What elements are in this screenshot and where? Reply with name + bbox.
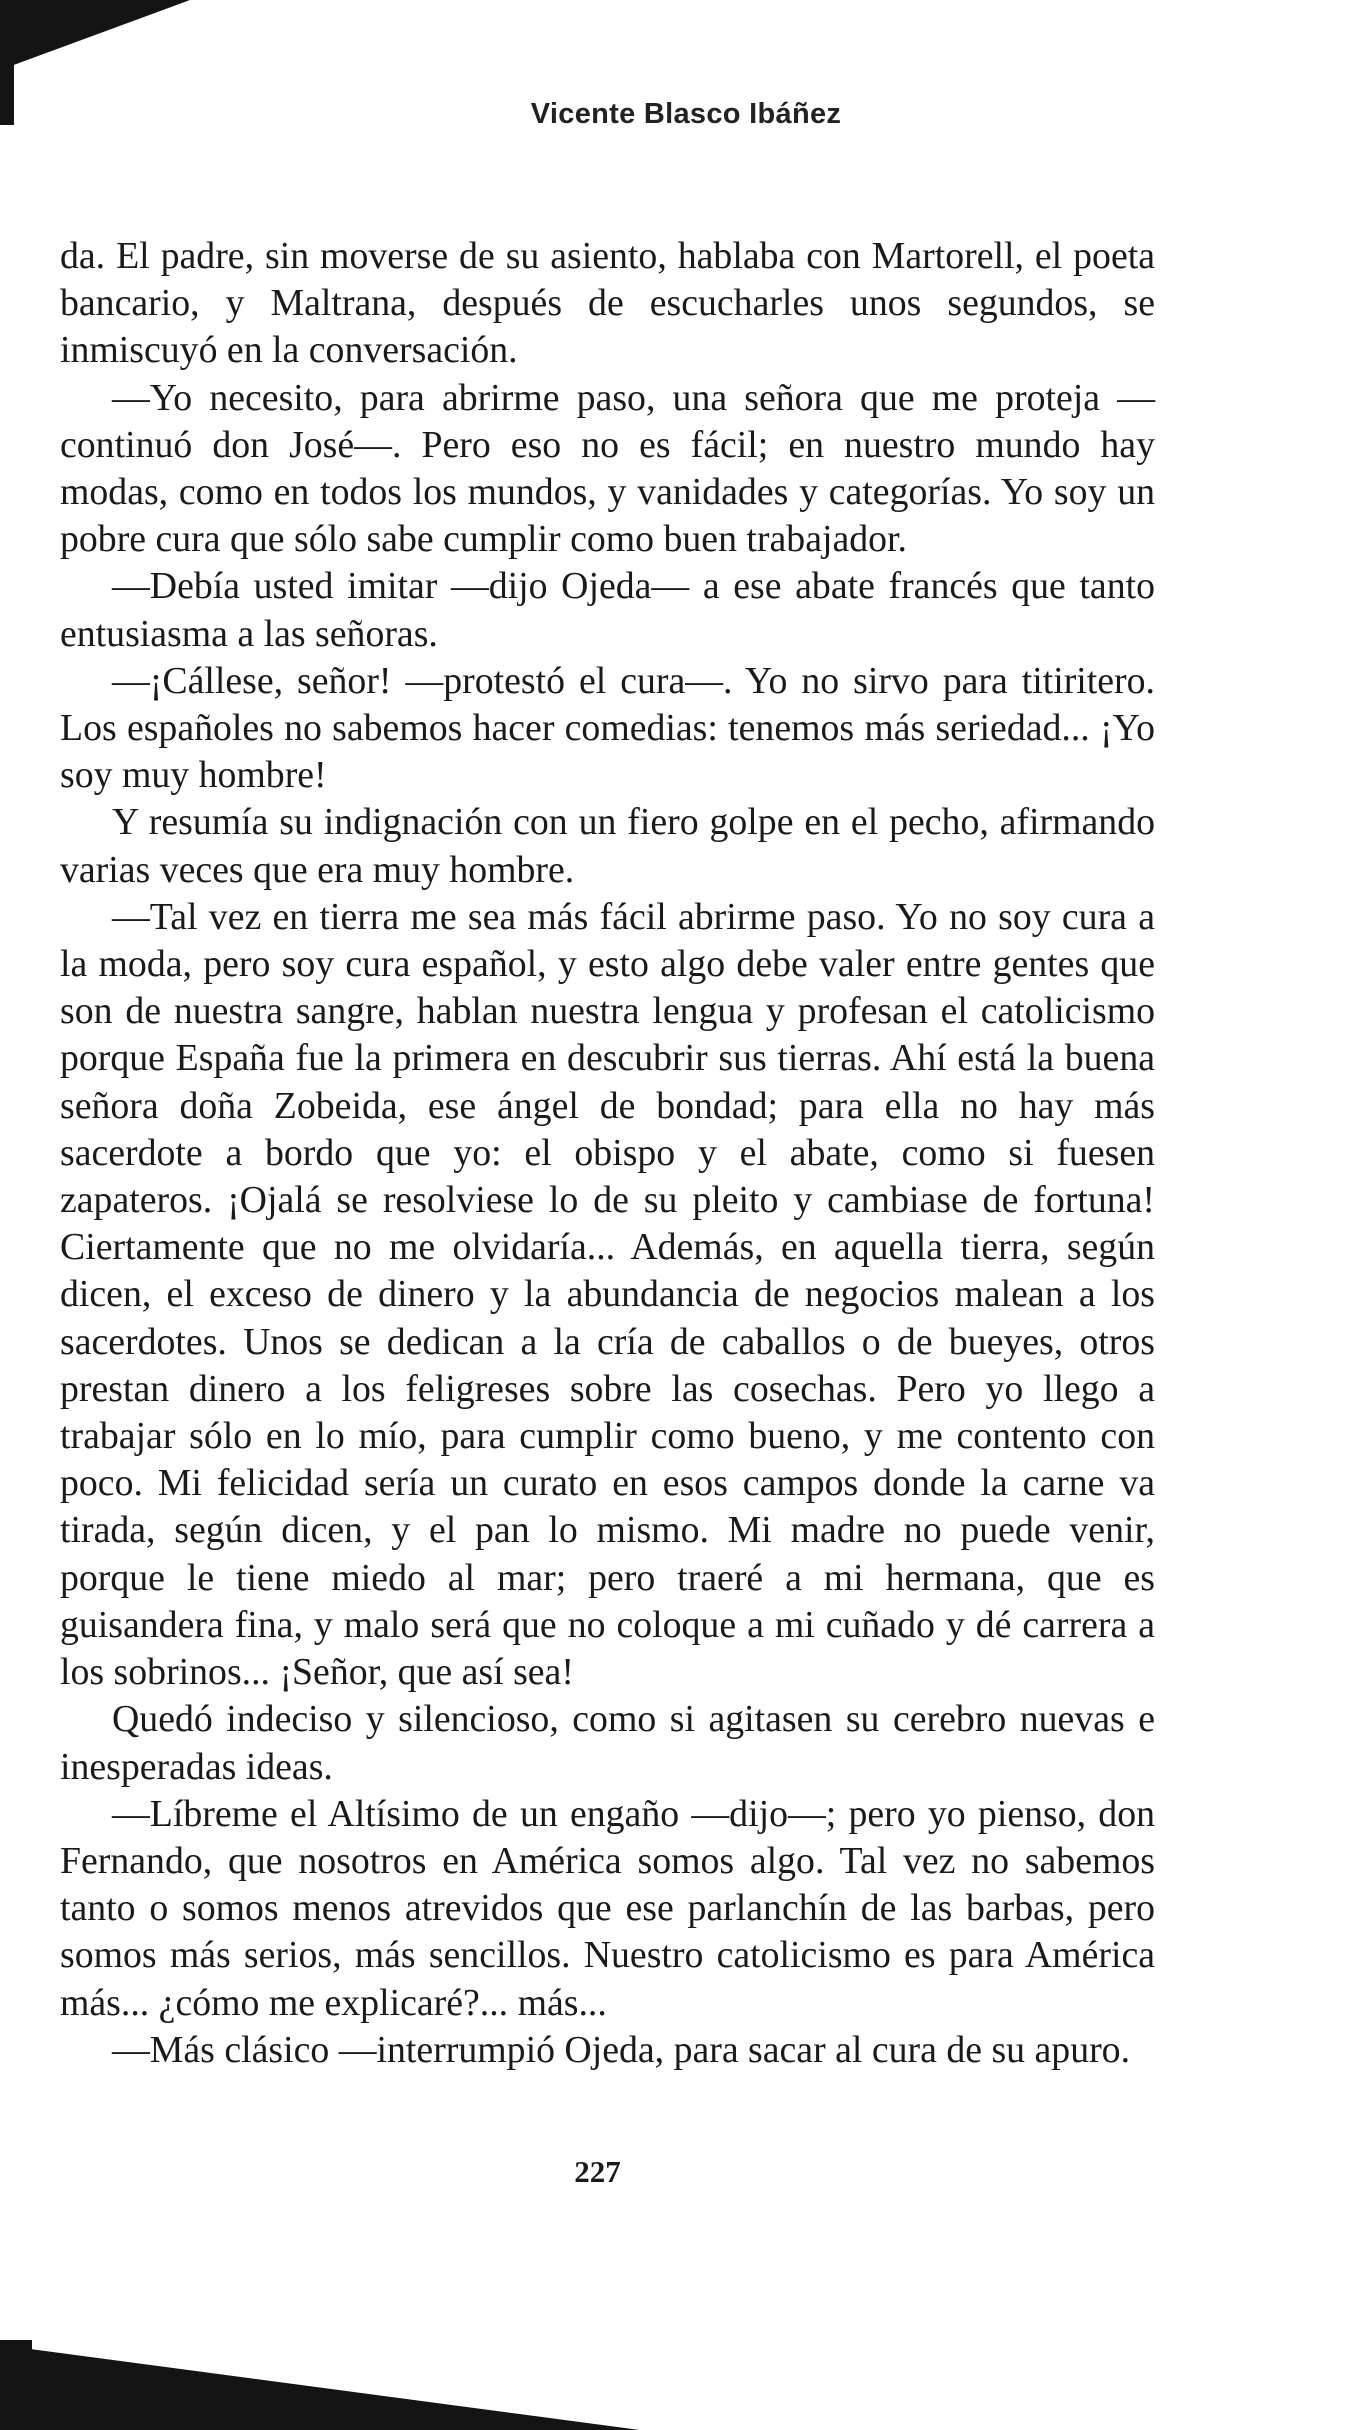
paragraph-9: —Más clásico —interrumpió Ojeda, para sacar al cura de su apuro.: [112, 2028, 1131, 2071]
scan-shadow-bottom-left-edge: [0, 2340, 32, 2430]
body-text: [60, 233, 1155, 2074]
running-header: Vicente Blasco Ibáñez: [530, 98, 842, 130]
paragraph-2: —Yo necesito, para abrirme paso, una señora que me proteja —continuó don José—. Pero eso no es fácil; en nuestro mundo hay modas, como en todos los mundos, y vanidades y categorías. Yo soy un pobre cura que sólo sabe cumplir como buen trabajador.: [60, 376, 1155, 561]
scan-shadow-top-left: [0, 0, 190, 70]
paragraph-1: da. El padre, sin moverse de su asiento, hablaba con Martorell, el poeta bancario, y Maltrana, después de escucharles unos segundos, se inmiscuyó en la conversación.: [60, 235, 1155, 372]
scan-shadow-bottom-left: [0, 2345, 640, 2430]
paragraph-6: —Tal vez en tierra me sea más fácil abrirme paso. Yo no soy cura a la moda, pero soy cura español, y esto algo debe valer entre gentes que son de nuestra sangre, hablan nuestra lengua y profesan el catolicismo porque España fue la primera en descubrir sus tierras. Ahí está la buena señora doña Zobeida, ese ángel de bondad; para ella no hay más sacerdote a bordo que yo: el obispo y el abate, como si fuesen zapateros. ¡Ojalá se resolviese lo de su pleito y cambiase de fortuna! Ciertamente que no me olvidaría... Además, en aquella tierra, según dicen, el exceso de dinero y la abundancia de negocios malean a los sacerdotes. Unos se dedican a la cría de caballos o de bueyes, otros prestan dinero a los feligreses sobre las cosechas. Pero yo llego a trabajar sólo en lo mío, para cumplir como bueno, y me contento con poco. Mi felicidad sería un curato en esos campos donde la carne va tirada, según dicen, y el pan lo mismo. Mi madre no puede venir, porque le tiene miedo al mar; pero traeré a mi hermana, que es guisandera fina, y malo será que no coloque a mi cuñado y dé carrera a los sobrinos... ¡Señor, que así sea!: [60, 895, 1155, 1694]
paragraph-8: —Líbreme el Altísimo de un engaño —dijo—; pero yo pienso, don Fernando, que nosotros en América somos algo. Tal vez no sabemos tanto o somos menos atrevidos que ese parlanchín de las barbas, pero somos más serios, más sencillos. Nuestro catolicismo es para América más... ¿cómo me explicaré?... más...: [60, 1792, 1155, 2024]
paragraph-3: —Debía usted imitar —dijo Ojeda— a ese abate francés que tanto entusiasma a las señoras.: [60, 565, 1155, 655]
paragraph-4: —¡Cállese, señor! —protestó el cura—. Yo no sirvo para titiritero. Los españoles no sabemos hacer comedias: tenemos más seriedad... ¡Yo soy muy hombre!: [60, 659, 1155, 797]
paragraph-5: Y resumía su indignación con un fiero golpe en el pecho, afirmando varias veces que era muy hombre.: [60, 801, 1155, 891]
paragraph-7: Quedó indeciso y silencioso, como si agitasen su cerebro nuevas e inesperadas ideas.: [60, 1698, 1155, 1788]
page-number: 227: [574, 2154, 621, 2189]
